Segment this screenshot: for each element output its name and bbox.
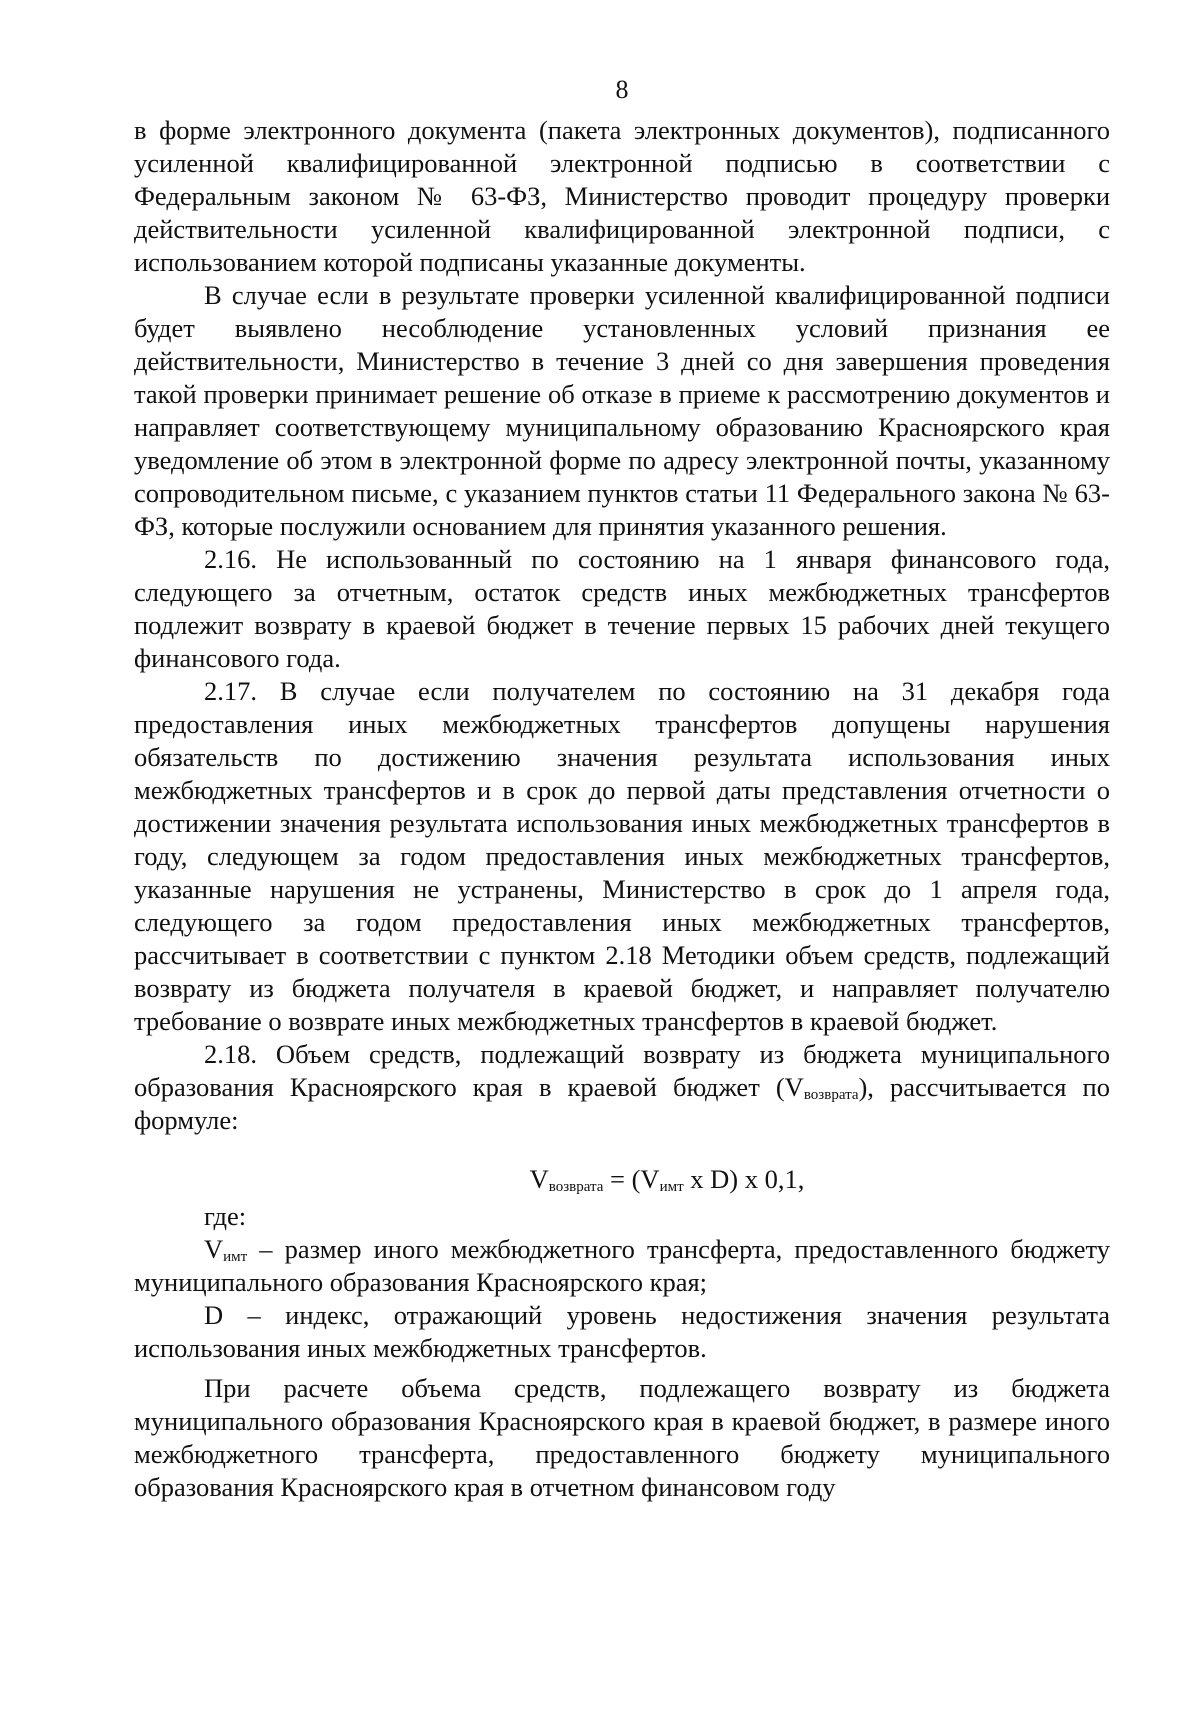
paragraph-2-17: 2.17. В случае если получателем по состоянию на 31 декабря года предоставления иных межбюджетных трансфертов допущены нарушения обязательств по достижению значения результата использования иных межбюджетных трансфертов и в срок до первой даты представления отчетности о достижении значения результата использования иных межбюджетных трансфертов в году, следующем за годом предоставления иных межбюджетных трансфертов, указанные нарушения не устранены, Министерство в срок до 1 апреля года, следующего за годом предоставления иных межбюджетных трансфертов, рассчитывает в соответствии с пунктом 2.18 Методики объем средств, подлежащий возврату из бюджета получателя в краевой бюджет, и направляет получателю требование о возврате иных межбюджетных трансфертов в краевой бюджет. <box>134 676 1110 1036</box>
definition-vimt <box>134 1233 1110 1299</box>
formula-v-subscript: возврата <box>548 1179 604 1195</box>
paragraph-gap <box>134 1365 1110 1372</box>
paragraph-last: При расчете объема средств, подлежащего возврату из бюджета муниципального образования Красноярского края в краевой бюджет, в размере иного межбюджетного трансферта, предоставленного бюджету муниципального образования Красноярского края в отчетном финансовом году <box>134 1373 1110 1502</box>
formula-rest: x D) x 0,1, <box>683 1164 805 1194</box>
p218-text-after: ), рассчитывается по формуле: <box>134 1072 1110 1135</box>
paragraph-continuation: в форме электронного документа (пакета электронных документов), подписанного усиленной квалифицированной электронной подписью в соответствии с Федеральным законом № 63-ФЗ, Министерство проводит процедуру проверки действительности усиленной квалифицированной электронной подписи, с использованием которой подписаны указанные документы. <box>134 115 1110 277</box>
paragraph-2-16: 2.16. Не использованный по состоянию на 1 января финансового года, следующего за отчетным, остаток средств иных межбюджетных трансфертов подлежит возврату в краевой бюджет в течение первых 15 рабочих дней текущего финансового года. <box>134 544 1110 673</box>
p218-subscript: возврата <box>803 1087 859 1103</box>
formula-v: V <box>529 1164 549 1194</box>
p218-text-before: 2.18. Объем средств, подлежащий возврату из бюджета муниципального образования Красноярского края в краевой бюджет (V <box>134 1039 1110 1102</box>
def-vimt-v: V <box>204 1234 224 1264</box>
page-number: 8 <box>615 75 629 104</box>
def-vimt-text: – размер иного межбюджетного трансферта, предоставленного бюджету муниципального образования Красноярского края; <box>134 1234 1110 1297</box>
document-page <box>134 70 1110 1504</box>
where-label: где: <box>204 1201 247 1231</box>
paragraph-signature-check: В случае если в результате проверки усиленной квалифицированной подписи будет выявлено несоблюдение установленных условий признания ее действительности, Министерство в течение 3 дней со дня завершения проведения такой проверки принимает решение об отказе в приеме к рассмотрению документов и направляет соответствующему муниципальному образованию Красноярского края уведомление об этом в электронной форме по адресу электронной почты, указанному сопроводительном письме, с указанием пунктов статьи 11 Федерального закона № 63-ФЗ, которые послужили основанием для принятия указанного решения. <box>134 280 1110 541</box>
formula-eq-open: = (V <box>603 1164 660 1194</box>
paragraph-2-18 <box>134 1038 1110 1137</box>
formula-imt-subscript: имт <box>659 1179 684 1195</box>
definition-d: D – индекс, отражающий уровень недостижения значения результата использования иных межбюджетных трансфертов. <box>134 1300 1110 1363</box>
return-formula <box>134 1163 1110 1196</box>
def-vimt-subscript: имт <box>223 1249 248 1265</box>
